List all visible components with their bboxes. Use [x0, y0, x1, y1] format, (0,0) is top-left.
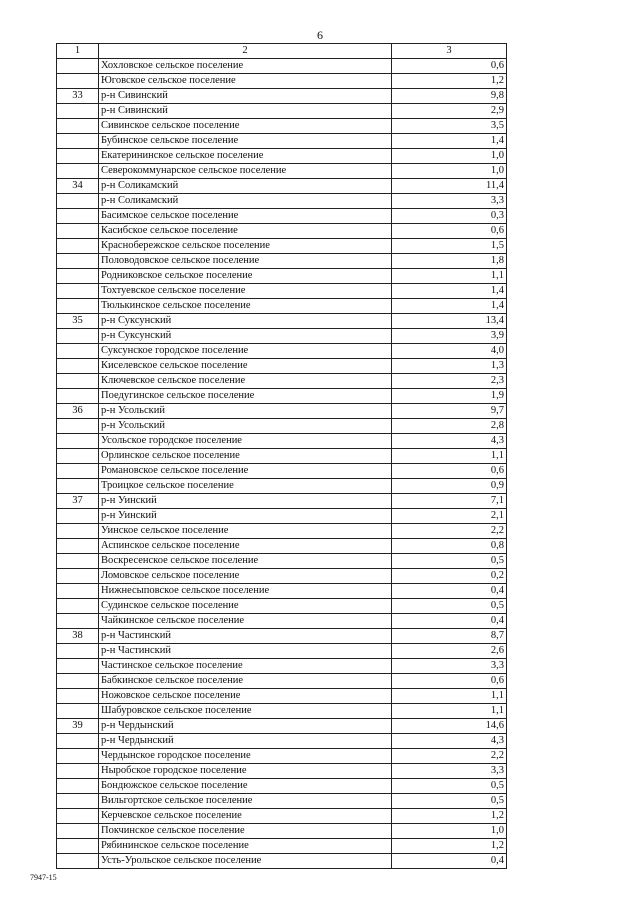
value-cell: 1,5 — [392, 239, 507, 254]
table-row — [57, 599, 507, 614]
table-header-row — [57, 44, 507, 59]
page-number: 6 — [317, 28, 323, 42]
territory-name-cell: р-н Чердынский — [99, 734, 392, 749]
value-cell: 0,8 — [392, 539, 507, 554]
value-cell: 0,5 — [392, 794, 507, 809]
row-number-cell — [57, 299, 99, 314]
value-cell: 4,0 — [392, 344, 507, 359]
territory-name-cell: Суксунское городское поселение — [99, 344, 392, 359]
territory-name-cell: р-н Уинский — [99, 494, 392, 509]
table-row — [57, 824, 507, 839]
territory-name-cell: Родниковское сельское поселение — [99, 269, 392, 284]
territory-name-cell: Юговское сельское поселение — [99, 74, 392, 89]
table-row — [57, 314, 507, 329]
table-row — [57, 209, 507, 224]
territory-name-cell: р-н Частинский — [99, 629, 392, 644]
territory-name-cell: Екатерининское сельское поселение — [99, 149, 392, 164]
territory-name-cell: Хохловское сельское поселение — [99, 59, 392, 74]
value-cell: 2,8 — [392, 419, 507, 434]
value-cell: 0,4 — [392, 614, 507, 629]
value-cell: 0,5 — [392, 599, 507, 614]
table-row — [57, 164, 507, 179]
territory-name-cell: Керчевское сельское поселение — [99, 809, 392, 824]
row-number-cell — [57, 134, 99, 149]
row-number-cell — [57, 269, 99, 284]
table-row — [57, 374, 507, 389]
value-cell: 3,3 — [392, 659, 507, 674]
value-cell: 1,4 — [392, 299, 507, 314]
table-row — [57, 539, 507, 554]
row-number-cell — [57, 704, 99, 719]
territory-name-cell: Шабуровское сельское поселение — [99, 704, 392, 719]
table-row — [57, 674, 507, 689]
value-cell: 0,9 — [392, 479, 507, 494]
table-row — [57, 509, 507, 524]
table-row — [57, 359, 507, 374]
territory-name-cell: Ножовское сельское поселение — [99, 689, 392, 704]
table-row — [57, 749, 507, 764]
row-number-cell — [57, 749, 99, 764]
table-row — [57, 254, 507, 269]
territory-name-cell: Троицкое сельское поселение — [99, 479, 392, 494]
territory-name-cell: Рябининское сельское поселение — [99, 839, 392, 854]
value-cell: 1,1 — [392, 704, 507, 719]
value-cell: 3,9 — [392, 329, 507, 344]
table-row — [57, 179, 507, 194]
value-cell: 0,6 — [392, 224, 507, 239]
table-row — [57, 404, 507, 419]
value-cell: 1,1 — [392, 449, 507, 464]
territory-name-cell: Басимское сельское поселение — [99, 209, 392, 224]
value-cell: 0,4 — [392, 584, 507, 599]
value-cell: 0,6 — [392, 59, 507, 74]
value-cell: 3,3 — [392, 764, 507, 779]
row-number-cell — [57, 854, 99, 869]
table-row — [57, 59, 507, 74]
territory-name-cell: Усольское городское поселение — [99, 434, 392, 449]
table-row — [57, 419, 507, 434]
table-body — [57, 59, 507, 869]
row-number-cell — [57, 479, 99, 494]
table-row — [57, 284, 507, 299]
row-number-cell: 38 — [57, 629, 99, 644]
value-cell: 1,1 — [392, 689, 507, 704]
table-row — [57, 554, 507, 569]
row-number-cell — [57, 59, 99, 74]
value-cell: 2,3 — [392, 374, 507, 389]
territory-name-cell: Северокоммунарское сельское поселение — [99, 164, 392, 179]
value-cell: 4,3 — [392, 434, 507, 449]
table-row — [57, 629, 507, 644]
row-number-cell — [57, 194, 99, 209]
territory-name-cell: Бубинское сельское поселение — [99, 134, 392, 149]
value-cell: 1,4 — [392, 134, 507, 149]
row-number-cell — [57, 794, 99, 809]
row-number-cell — [57, 224, 99, 239]
row-number-cell — [57, 434, 99, 449]
column-header-3: 3 — [392, 44, 507, 59]
row-number-cell — [57, 329, 99, 344]
territory-name-cell: р-н Суксунский — [99, 329, 392, 344]
row-number-cell — [57, 359, 99, 374]
table-row — [57, 734, 507, 749]
row-number-cell — [57, 344, 99, 359]
row-number-cell — [57, 119, 99, 134]
value-cell: 3,3 — [392, 194, 507, 209]
territory-name-cell: Ломовское сельское поселение — [99, 569, 392, 584]
row-number-cell: 34 — [57, 179, 99, 194]
row-number-cell — [57, 569, 99, 584]
value-cell: 7,1 — [392, 494, 507, 509]
row-number-cell — [57, 164, 99, 179]
value-cell: 1,2 — [392, 809, 507, 824]
territory-name-cell: Киселевское сельское поселение — [99, 359, 392, 374]
territory-name-cell: Вильгортское сельское поселение — [99, 794, 392, 809]
row-number-cell — [57, 779, 99, 794]
row-number-cell — [57, 539, 99, 554]
territory-name-cell: Романовское сельское поселение — [99, 464, 392, 479]
table-row — [57, 329, 507, 344]
territory-name-cell: Тюлькинское сельское поселение — [99, 299, 392, 314]
table-row — [57, 704, 507, 719]
value-cell: 9,7 — [392, 404, 507, 419]
value-cell: 1,2 — [392, 839, 507, 854]
table-row — [57, 464, 507, 479]
row-number-cell — [57, 614, 99, 629]
value-cell: 8,7 — [392, 629, 507, 644]
value-cell: 9,8 — [392, 89, 507, 104]
table-row — [57, 149, 507, 164]
territory-name-cell: Ныробское городское поселение — [99, 764, 392, 779]
column-header-1: 1 — [57, 44, 99, 59]
row-number-cell — [57, 824, 99, 839]
table-row — [57, 89, 507, 104]
table-row — [57, 434, 507, 449]
value-cell: 1,0 — [392, 164, 507, 179]
row-number-cell — [57, 209, 99, 224]
territory-name-cell: р-н Сивинский — [99, 89, 392, 104]
table-row — [57, 569, 507, 584]
table-row — [57, 614, 507, 629]
table-row — [57, 659, 507, 674]
row-number-cell: 36 — [57, 404, 99, 419]
table-row — [57, 299, 507, 314]
territory-name-cell: Чердынское городское поселение — [99, 749, 392, 764]
territory-name-cell: Усть-Урольское сельское поселение — [99, 854, 392, 869]
territory-name-cell: р-н Соликамский — [99, 194, 392, 209]
territory-name-cell: Чайкинское сельское поселение — [99, 614, 392, 629]
territory-name-cell: Ключевское сельское поселение — [99, 374, 392, 389]
territory-name-cell: Половодовское сельское поселение — [99, 254, 392, 269]
table-row — [57, 449, 507, 464]
table-row — [57, 269, 507, 284]
row-number-cell — [57, 689, 99, 704]
row-number-cell: 39 — [57, 719, 99, 734]
row-number-cell — [57, 659, 99, 674]
value-cell: 2,2 — [392, 524, 507, 539]
value-cell: 1,3 — [392, 359, 507, 374]
value-cell: 0,5 — [392, 554, 507, 569]
table-row — [57, 809, 507, 824]
territory-name-cell: Аспинское сельское поселение — [99, 539, 392, 554]
territory-name-cell: Судинское сельское поселение — [99, 599, 392, 614]
table-row — [57, 104, 507, 119]
value-cell: 0,4 — [392, 854, 507, 869]
row-number-cell — [57, 839, 99, 854]
row-number-cell — [57, 644, 99, 659]
territory-name-cell: р-н Суксунский — [99, 314, 392, 329]
territory-name-cell: Частинское сельское поселение — [99, 659, 392, 674]
row-number-cell: 33 — [57, 89, 99, 104]
table-row — [57, 839, 507, 854]
table-row — [57, 479, 507, 494]
territory-name-cell: Сивинское сельское поселение — [99, 119, 392, 134]
row-number-cell — [57, 524, 99, 539]
row-number-cell — [57, 509, 99, 524]
table-row — [57, 764, 507, 779]
table-row — [57, 854, 507, 869]
table-row — [57, 689, 507, 704]
row-number-cell — [57, 74, 99, 89]
territory-name-cell: р-н Частинский — [99, 644, 392, 659]
row-number-cell — [57, 674, 99, 689]
value-cell: 1,2 — [392, 74, 507, 89]
value-cell: 14,6 — [392, 719, 507, 734]
value-cell: 2,1 — [392, 509, 507, 524]
territory-name-cell: р-н Сивинский — [99, 104, 392, 119]
table-row — [57, 779, 507, 794]
territory-name-cell: Орлинское сельское поселение — [99, 449, 392, 464]
table-row — [57, 494, 507, 509]
table-row — [57, 239, 507, 254]
row-number-cell — [57, 284, 99, 299]
territory-name-cell: Бабкинское сельское поселение — [99, 674, 392, 689]
row-number-cell — [57, 104, 99, 119]
row-number-cell: 37 — [57, 494, 99, 509]
territory-name-cell: р-н Усольский — [99, 404, 392, 419]
table-row — [57, 389, 507, 404]
row-number-cell — [57, 809, 99, 824]
row-number-cell — [57, 599, 99, 614]
territory-name-cell: Уинское сельское поселение — [99, 524, 392, 539]
row-number-cell — [57, 449, 99, 464]
row-number-cell — [57, 734, 99, 749]
table-row — [57, 74, 507, 89]
value-cell: 2,2 — [392, 749, 507, 764]
row-number-cell — [57, 389, 99, 404]
territory-name-cell: Воскресенское сельское поселение — [99, 554, 392, 569]
territory-name-cell: Бондюжское сельское поселение — [99, 779, 392, 794]
table-row — [57, 134, 507, 149]
territory-name-cell: Краснобережское сельское поселение — [99, 239, 392, 254]
document-code: 7947-15 — [30, 873, 57, 882]
table-row — [57, 344, 507, 359]
value-cell: 1,1 — [392, 269, 507, 284]
value-cell: 2,6 — [392, 644, 507, 659]
column-header-2: 2 — [99, 44, 392, 59]
row-number-cell — [57, 419, 99, 434]
row-number-cell — [57, 254, 99, 269]
row-number-cell — [57, 374, 99, 389]
row-number-cell — [57, 464, 99, 479]
value-cell: 4,3 — [392, 734, 507, 749]
value-cell: 3,5 — [392, 119, 507, 134]
value-cell: 1,8 — [392, 254, 507, 269]
table-row — [57, 584, 507, 599]
data-table — [56, 43, 507, 869]
value-cell: 1,4 — [392, 284, 507, 299]
value-cell: 0,5 — [392, 779, 507, 794]
value-cell: 1,9 — [392, 389, 507, 404]
territory-name-cell: Нижнесыповское сельское поселение — [99, 584, 392, 599]
row-number-cell — [57, 554, 99, 569]
value-cell: 11,4 — [392, 179, 507, 194]
territory-name-cell: р-н Усольский — [99, 419, 392, 434]
table-row — [57, 119, 507, 134]
territory-name-cell: Тохтуевское сельское поселение — [99, 284, 392, 299]
territory-name-cell: р-н Чердынский — [99, 719, 392, 734]
row-number-cell: 35 — [57, 314, 99, 329]
value-cell: 13,4 — [392, 314, 507, 329]
row-number-cell — [57, 584, 99, 599]
value-cell: 0,3 — [392, 209, 507, 224]
territory-name-cell: р-н Соликамский — [99, 179, 392, 194]
value-cell: 1,0 — [392, 824, 507, 839]
table-row — [57, 224, 507, 239]
value-cell: 1,0 — [392, 149, 507, 164]
territory-name-cell: Касибское сельское поселение — [99, 224, 392, 239]
table-row — [57, 794, 507, 809]
territory-name-cell: Поедугинское сельское поселение — [99, 389, 392, 404]
value-cell: 0,6 — [392, 464, 507, 479]
row-number-cell — [57, 239, 99, 254]
table-row — [57, 194, 507, 209]
row-number-cell — [57, 764, 99, 779]
value-cell: 0,6 — [392, 674, 507, 689]
row-number-cell — [57, 149, 99, 164]
value-cell: 0,2 — [392, 569, 507, 584]
table-row — [57, 719, 507, 734]
table-row — [57, 644, 507, 659]
table-row — [57, 524, 507, 539]
territory-name-cell: р-н Уинский — [99, 509, 392, 524]
value-cell: 2,9 — [392, 104, 507, 119]
territory-name-cell: Покчинское сельское поселение — [99, 824, 392, 839]
